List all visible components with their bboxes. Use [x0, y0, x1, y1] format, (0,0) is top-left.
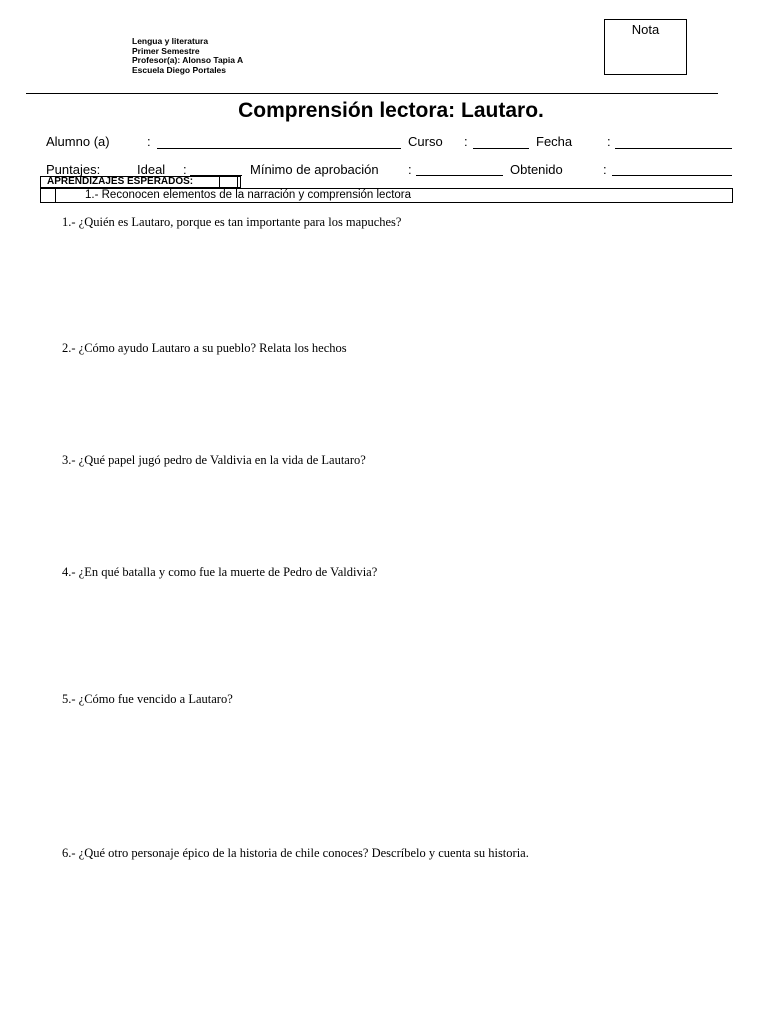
page-title: Comprensión lectora: Lautaro. — [238, 99, 544, 122]
school-info — [132, 37, 243, 75]
course-field[interactable] — [473, 148, 529, 149]
learning-heading: APRENDIZAJES ESPERADOS: — [47, 176, 194, 187]
question-3: 3.- ¿Qué papel jugó pedro de Valdivia en la vida de Lautaro? — [62, 453, 366, 467]
course-label: Curso — [408, 134, 443, 149]
ideal-colon: : — [183, 162, 187, 177]
header-divider — [26, 93, 718, 94]
minimum-score-field[interactable] — [416, 175, 503, 176]
teacher-text: Profesor(a): Alonso Tapia A — [132, 55, 244, 65]
obtained-label: Obtenido — [510, 162, 563, 177]
student-name-field[interactable] — [157, 148, 401, 149]
scores-label: Puntajes: — [46, 162, 101, 177]
semester-text: Primer Semestre — [132, 45, 200, 56]
question-5: 5.- ¿Cómo fue vencido a Lautaro? — [62, 692, 233, 706]
question-4: 4.- ¿En qué batalla y como fue la muerte de Pedro de Valdivia? — [62, 565, 378, 579]
student-label: Alumno (a) — [46, 134, 110, 149]
learning-heading-row — [40, 176, 241, 188]
school-text: Escuela Diego Portales — [132, 64, 227, 75]
subject-text: Lengua y literatura — [132, 36, 209, 46]
question-6: 6.- ¿Qué otro personaje épico de la historia de chile conoces? Descríbelo y cuenta su historia. — [62, 846, 529, 860]
date-field[interactable] — [615, 148, 732, 149]
student-colon: : — [147, 134, 151, 149]
question-1: 1.- ¿Quién es Lautaro, porque es tan importante para los mapuches? — [62, 215, 402, 229]
date-label: Fecha — [536, 134, 573, 149]
table-cell-divider — [219, 177, 220, 187]
minimum-label: Mínimo de aprobación — [250, 162, 379, 177]
date-colon: : — [607, 134, 611, 149]
ideal-label: Ideal — [137, 162, 166, 177]
course-colon: : — [464, 134, 468, 149]
obtained-colon: : — [603, 162, 607, 177]
learning-item-row — [40, 188, 733, 203]
grade-box[interactable] — [604, 19, 687, 75]
minimum-colon: : — [408, 162, 412, 177]
grade-box-label: Nota — [631, 22, 660, 37]
table-cell-divider — [237, 177, 238, 187]
question-2: 2.- ¿Cómo ayudo Lautaro a su pueblo? Relata los hechos — [62, 341, 347, 355]
table-cell-divider — [55, 189, 56, 202]
obtained-score-field[interactable] — [612, 175, 732, 176]
learning-item-1: 1.- Reconocen elementos de la narración y comprensión lectora — [85, 189, 412, 201]
